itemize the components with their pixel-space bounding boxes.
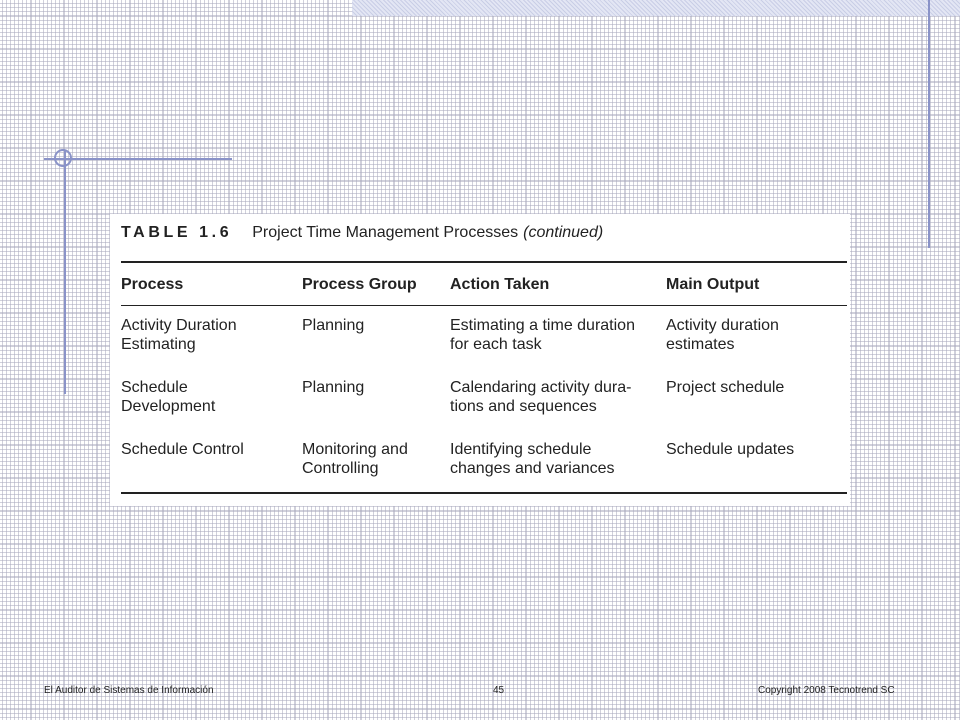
table-cell-action-taken [450,316,635,354]
cell-line: Planning [302,317,365,334]
cell-line: Identifying schedule [450,441,592,458]
cell-line: Development [121,398,216,415]
table-cell-process-group [302,440,408,478]
cell-line: Planning [302,379,365,396]
table-cell-main-output [666,378,784,397]
cell-line: Estimating [121,336,196,353]
table-bottom-rule [121,492,847,494]
cell-line: Schedule Control [121,441,244,458]
cell-line: Activity duration [666,317,779,334]
table-title: Project Time Management Processes [252,224,519,241]
cell-line: Monitoring and [302,441,408,458]
table-cell-process-group [302,378,364,397]
crosshair-circle-icon [54,149,72,167]
footer-course-title: El Auditor de Sistemas de Información [44,685,214,696]
table-cell-main-output [666,440,794,459]
cell-line: changes and variances [450,460,615,477]
table-cell-process [121,316,237,354]
table-cell-action-taken [450,378,631,416]
footer-copyright: Copyright 2008 Tecnotrend SC [758,685,895,696]
table-cell-main-output [666,316,779,354]
column-header-action-taken: Action Taken [450,276,550,293]
top-decorative-band [352,0,960,16]
left-vertical-decorative-line [64,150,66,394]
cell-line: Schedule updates [666,441,795,458]
left-horizontal-decorative-line [44,158,232,160]
cell-line: Activity Duration [121,317,237,334]
table-top-rule [121,261,847,263]
table-cell-process-group [302,316,364,335]
footer-page-number: 45 [493,685,505,696]
table-cell-process [121,440,244,459]
table-cell-action-taken [450,440,615,478]
column-header-main-output: Main Output [666,276,760,293]
column-header-process: Process [121,276,184,293]
table-cell-process [121,378,215,416]
cell-line: Controlling [302,460,379,477]
cell-line: Estimating a time duration [450,317,635,334]
cell-line: for each task [450,336,542,353]
cell-line: tions and sequences [450,398,597,415]
cell-line: Schedule [121,379,188,396]
table-note: (continued) [523,224,604,241]
column-header-process-group: Process Group [302,276,417,293]
cell-line: Project schedule [666,379,785,396]
table-number: TABLE 1.6 [121,224,233,241]
cell-line: Calendaring activity dura- [450,379,632,396]
table-caption [121,224,603,242]
right-decorative-line [928,0,930,248]
table-header-rule [121,305,847,306]
cell-line: estimates [666,336,735,353]
